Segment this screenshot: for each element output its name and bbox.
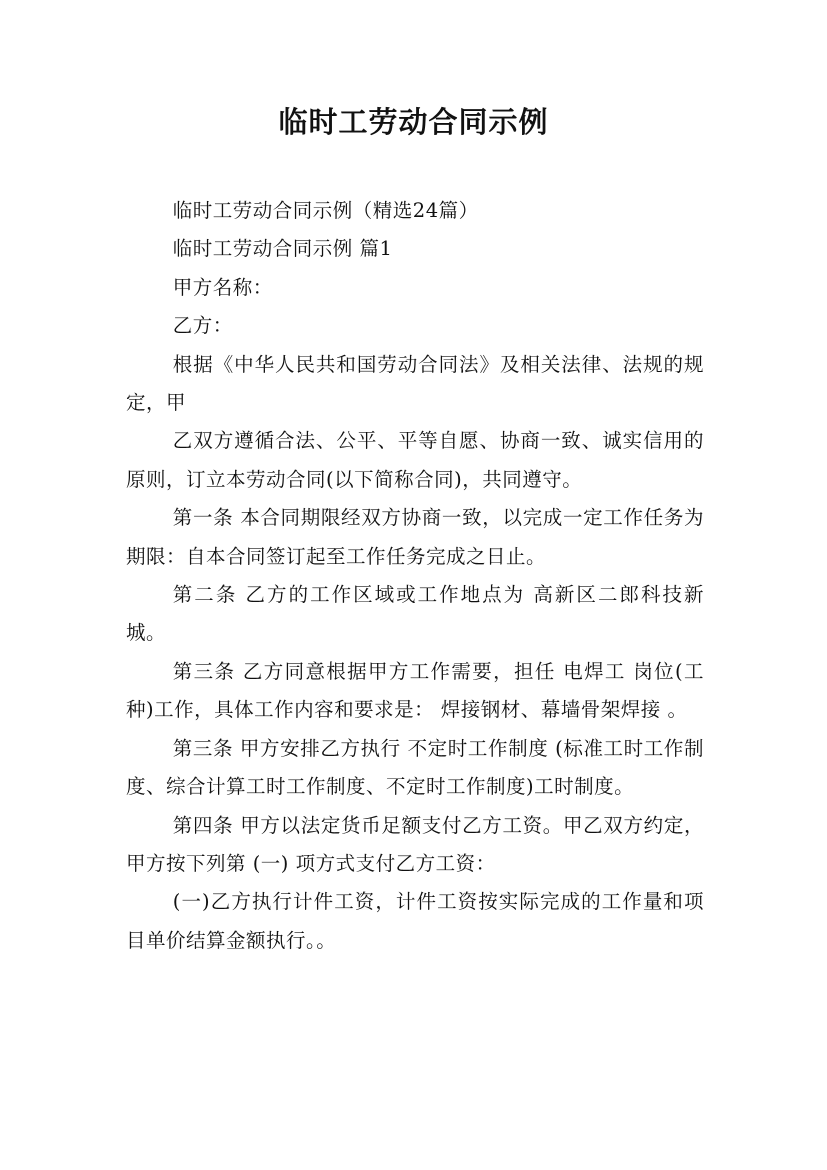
document-body <box>126 192 704 960</box>
paragraph-principles: 乙双方遵循合法、公平、平等自愿、协商一致、诚实信用的原则，订立本劳动合同(以下简称合同)，共同遵守。 <box>126 429 704 491</box>
document-title: 临时工劳动合同示例 <box>278 105 549 139</box>
paragraph-legal-basis: 根据《中华人民共和国劳动合同法》及相关法律、法规的规定，甲 <box>126 352 704 415</box>
paragraph-article-1: 第一条 本合同期限经双方协商一致，以完成一定工作任务为期限：自本合同签订起至工作任务完成之日止。 <box>126 506 704 568</box>
paragraph-subtitle: 临时工劳动合同示例（精选24篇） <box>172 199 479 222</box>
paragraph-party-a: 甲方名称： <box>172 275 273 299</box>
paragraph-party-b: 乙方： <box>172 314 233 338</box>
paragraph-article-3-position: 第三条 乙方同意根据甲方工作需要，担任 电焊工 岗位(工种)工作，具体工作内容和要求是： 焊接钢材、幕墙骨架焊接 。 <box>126 659 704 722</box>
paragraph-piece-wage: (一)乙方执行计件工资，计件工资按实际完成的工作量和项目单价结算金额执行。。 <box>126 890 704 952</box>
paragraph-section-heading: 临时工劳动合同示例 篇1 <box>172 237 393 261</box>
paragraph-article-2: 第二条 乙方的工作区域或工作地点为 高新区二郎科技新城。 <box>126 583 704 645</box>
paragraph-article-4: 第四条 甲方以法定货币足额支付乙方工资。甲乙双方约定，甲方按下列第 (一) 项方式支付乙方工资： <box>126 813 704 875</box>
paragraph-article-3-hours: 第三条 甲方安排乙方执行 不定时工作制度 (标准工时工作制度、综合计算工时工作制度、不定时工作制度)工时制度。 <box>126 736 704 799</box>
